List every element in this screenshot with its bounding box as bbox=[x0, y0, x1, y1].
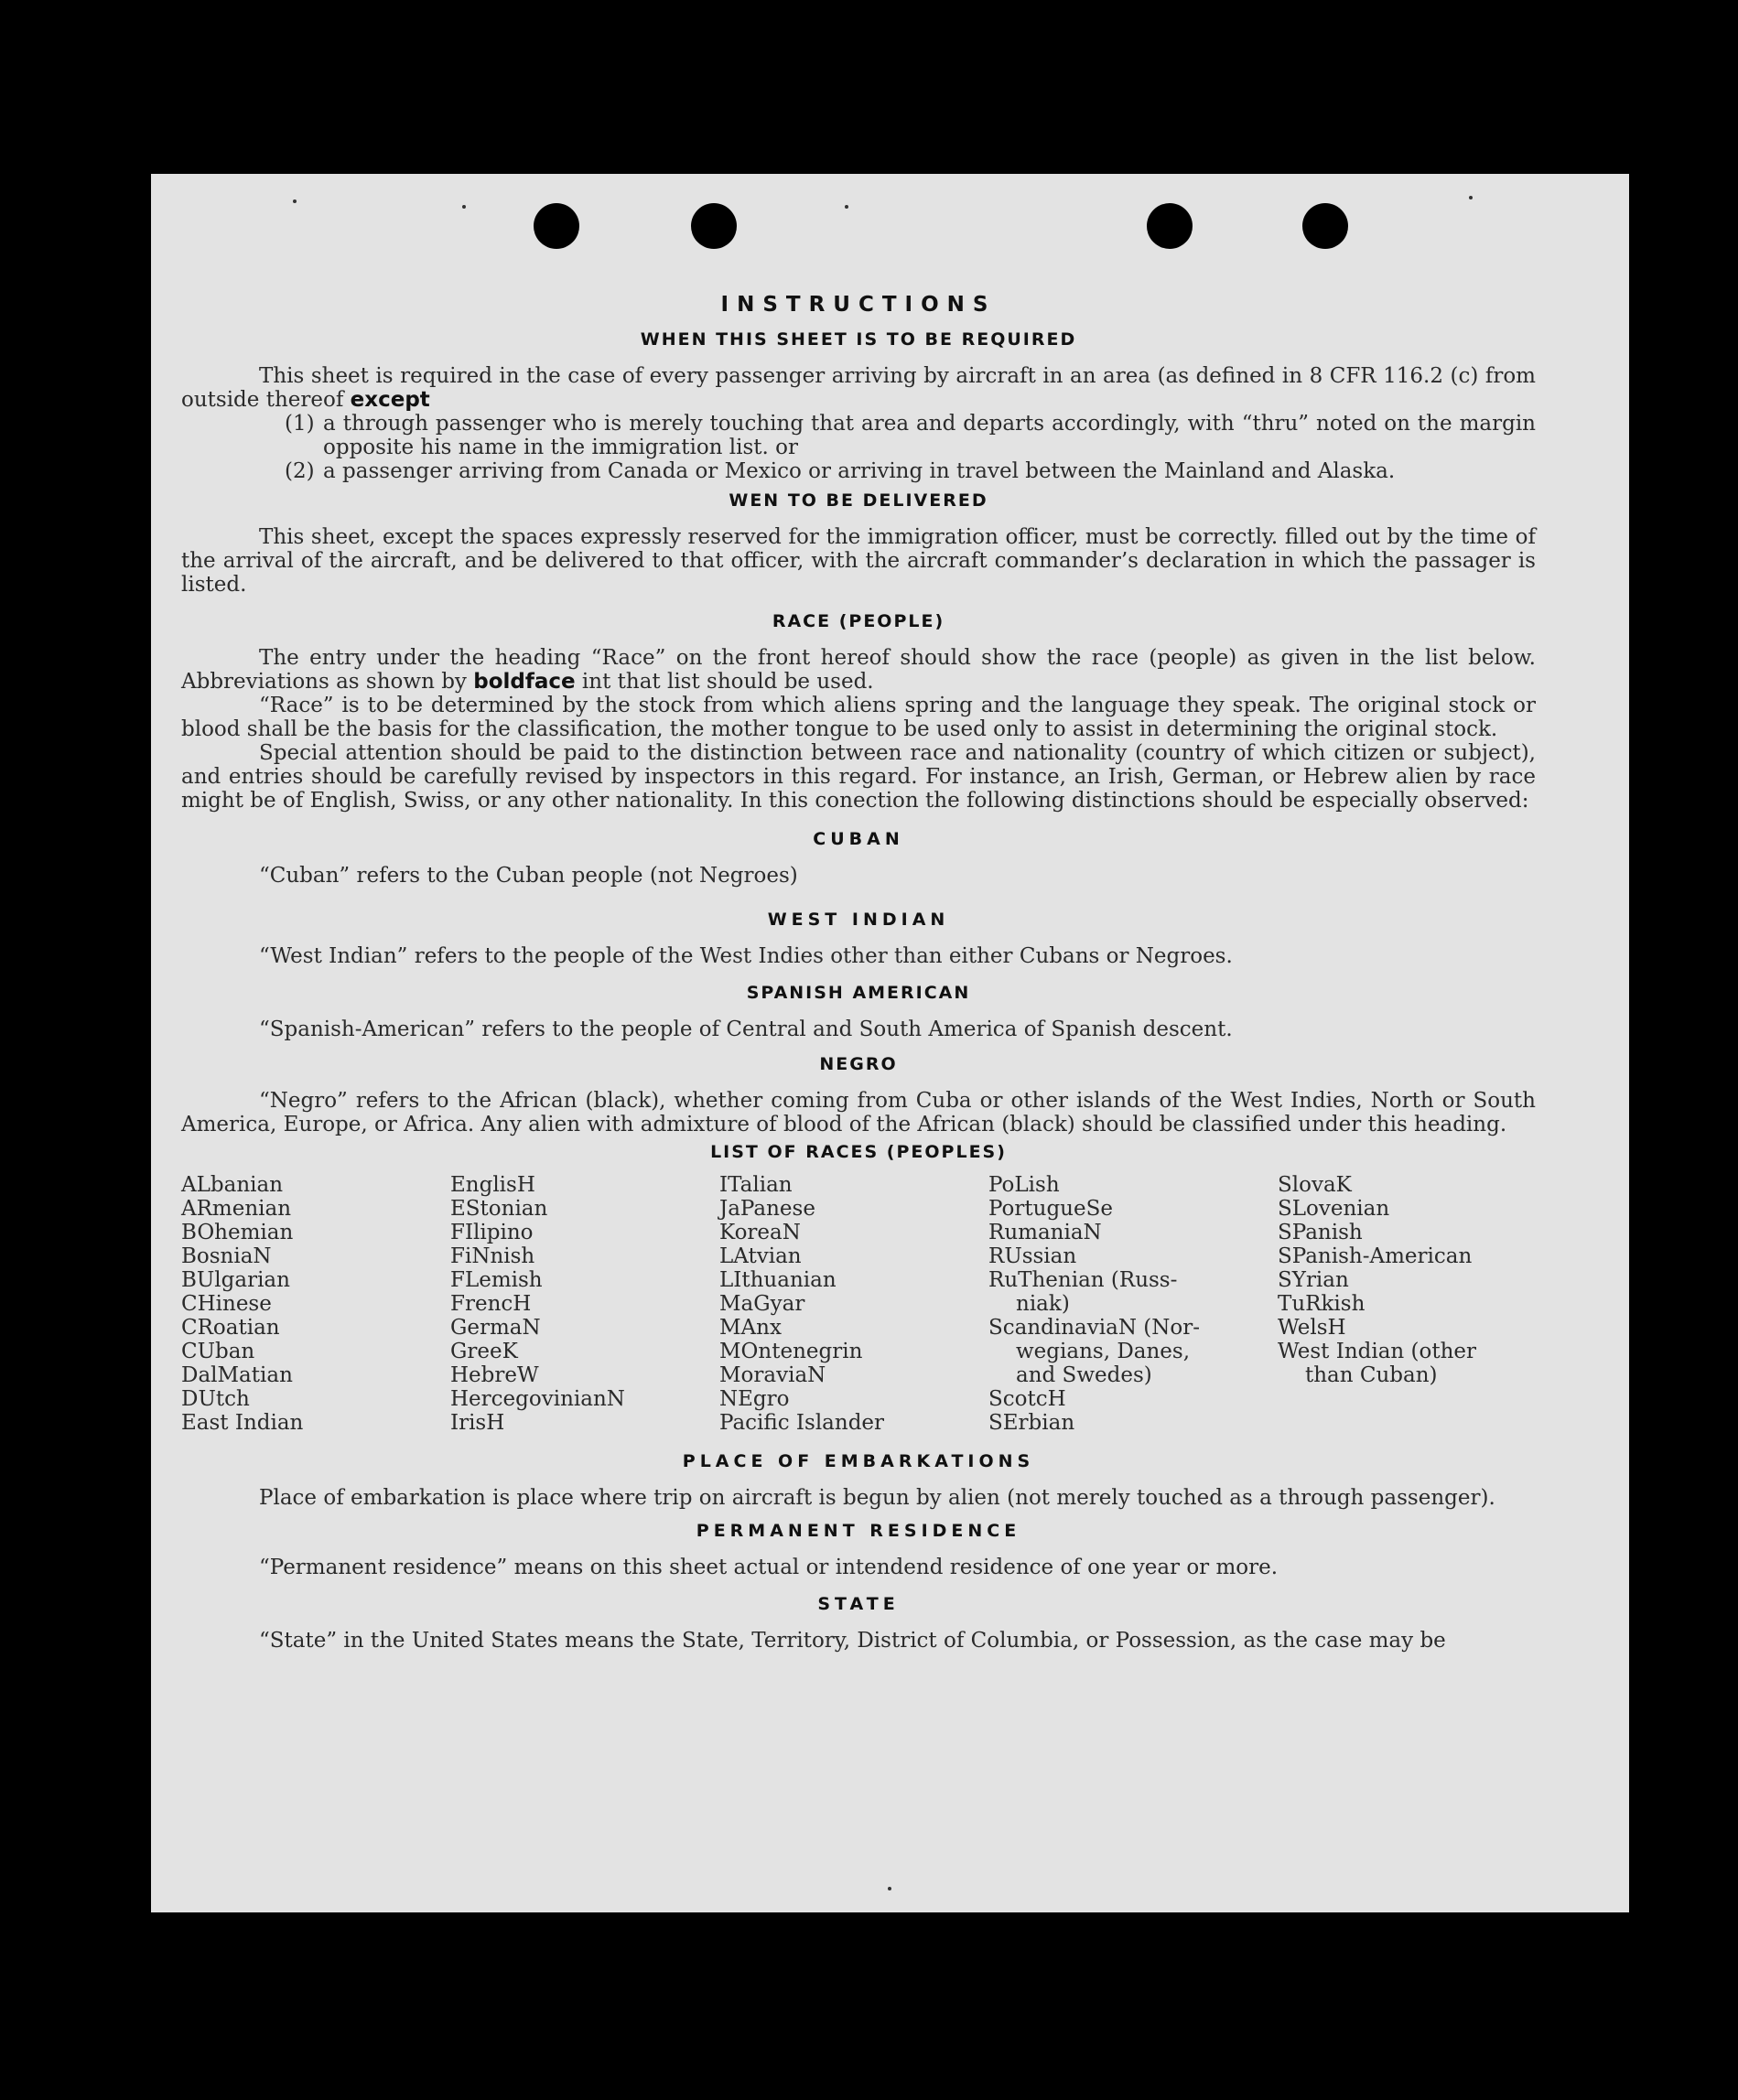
race-item: RUssian bbox=[988, 1244, 1077, 1268]
race-item: ARmenian bbox=[181, 1197, 292, 1221]
punch-hole bbox=[1302, 203, 1348, 249]
race-item: FLemish bbox=[450, 1268, 543, 1292]
race-item: CHinese bbox=[181, 1292, 272, 1316]
speck bbox=[1469, 196, 1473, 199]
race-item: CUban bbox=[181, 1340, 255, 1363]
state-text: “State” in the United States means the State, Territory, District of Columbia, or Possession, as the case may be bbox=[259, 1629, 1446, 1653]
race-paragraph-2: “Race” is to be determined by the stock from which aliens spring and the language they speak. The original stock or blood shall be the basis for the classification, the mother tongue to be used only to assist in determining the original stock. bbox=[181, 694, 1536, 741]
race-item: FIlipino bbox=[450, 1221, 534, 1244]
race-item: NEgro bbox=[719, 1387, 790, 1411]
race-item: CRoatian bbox=[181, 1316, 280, 1340]
race-item: ScandinaviaN (Nor- bbox=[988, 1316, 1200, 1340]
race-item: HercegovinianN bbox=[450, 1387, 625, 1411]
race-item: TuRkish bbox=[1278, 1292, 1366, 1316]
race-item: EStonian bbox=[450, 1197, 548, 1221]
race-item: ALbanian bbox=[181, 1173, 284, 1197]
race-item: DalMatian bbox=[181, 1363, 293, 1387]
races-column-2 bbox=[450, 1173, 719, 1435]
heading-delivered: WEN TO BE DELIVERED bbox=[729, 490, 988, 511]
heading-race: RACE (PEOPLE) bbox=[772, 611, 945, 631]
race-item: SlovaK bbox=[1278, 1173, 1352, 1197]
race-item: BosniaN bbox=[181, 1244, 272, 1268]
race-item: East Indian bbox=[181, 1411, 304, 1435]
races-column-4 bbox=[988, 1173, 1278, 1435]
heading-cuban: CUBAN bbox=[813, 829, 904, 849]
required-item-2: (2) a passenger arriving from Canada or Mexico or arriving in travel between the Mainland and Alaska. bbox=[285, 459, 1396, 483]
except-bold: except bbox=[350, 388, 430, 412]
race-item: niak) bbox=[1016, 1292, 1070, 1316]
race-item: FrencH bbox=[450, 1292, 532, 1316]
race-paragraph-1: The entry under the heading “Race” on the front hereof should show the race (people) as given in the list below. Abbreviations as shown by boldface int that list should be used. bbox=[181, 646, 1536, 694]
race-item: SYrian bbox=[1278, 1268, 1349, 1292]
race-item: GermaN bbox=[450, 1316, 541, 1340]
race-item: PortugueSe bbox=[988, 1197, 1113, 1221]
punch-hole bbox=[691, 203, 737, 249]
race-item: SPanish-American bbox=[1278, 1244, 1473, 1268]
heading-west-indian: WEST INDIAN bbox=[767, 910, 950, 930]
races-list bbox=[181, 1173, 1536, 1435]
punch-hole bbox=[534, 203, 579, 249]
delivered-text: This sheet, except the spaces expressly reserved for the immigration officer, must be correctly. filled out by the time of the arrival of the aircraft, and be delivered to that officer, with the aircraft commander’s declaration in which the passager is listed. bbox=[181, 525, 1536, 597]
required-intro: This sheet is required in the case of every passenger arriving by aircraft in an area (as defined in 8 CFR 116.2 (c) from outside thereof except bbox=[181, 364, 1536, 412]
race-item: wegians, Danes, bbox=[1016, 1340, 1191, 1363]
race-item: LAtvian bbox=[719, 1244, 802, 1268]
instruction-sheet bbox=[151, 174, 1629, 1912]
race-item: Pacific Islander bbox=[719, 1411, 885, 1435]
race-item: MoraviaN bbox=[719, 1363, 826, 1387]
punch-hole bbox=[1147, 203, 1193, 249]
race-item: MAnx bbox=[719, 1316, 782, 1340]
speck bbox=[888, 1887, 891, 1890]
instructions-body bbox=[181, 293, 1536, 1653]
speck bbox=[462, 205, 466, 209]
race-item: WelsH bbox=[1278, 1316, 1346, 1340]
page-title: INSTRUCTIONS bbox=[720, 293, 997, 317]
race-item: LIthuanian bbox=[719, 1268, 837, 1292]
race-item: BUlgarian bbox=[181, 1268, 290, 1292]
spanish-american-text: “Spanish-American” refers to the people of Central and South America of Spanish descent. bbox=[259, 1018, 1233, 1041]
heading-required: WHEN THIS SHEET IS TO BE REQUIRED bbox=[640, 329, 1077, 350]
race-item: DUtch bbox=[181, 1387, 250, 1411]
race-item: JaPanese bbox=[719, 1197, 815, 1221]
heading-embarkation: PLACE OF EMBARKATIONS bbox=[682, 1451, 1035, 1471]
race-item: GreeK bbox=[450, 1340, 518, 1363]
race-item: ITalian bbox=[719, 1173, 793, 1197]
race-paragraph-3: Special attention should be paid to the distinction between race and nationality (country of which citizen or subject), and entries should be carefully revised by inspectors in this regard. For instance, an Irish, German, or Hebrew alien by race might be of English, Swiss, or any other nationality. In this conection the following distinctions should be especially observed: bbox=[181, 741, 1536, 813]
race-item: SErbian bbox=[988, 1411, 1075, 1435]
heading-state: STATE bbox=[817, 1594, 900, 1614]
race-item: RuThenian (Russ- bbox=[988, 1268, 1178, 1292]
heading-spanish-american: SPANISH AMERICAN bbox=[746, 983, 971, 1003]
race-item: PoLish bbox=[988, 1173, 1060, 1197]
race-item: MaGyar bbox=[719, 1292, 805, 1316]
race-item: FiNnish bbox=[450, 1244, 535, 1268]
speck bbox=[293, 199, 297, 203]
heading-negro: NEGRO bbox=[819, 1054, 898, 1074]
races-column-5 bbox=[1278, 1173, 1536, 1435]
cuban-text: “Cuban” refers to the Cuban people (not Negroes) bbox=[259, 864, 798, 888]
races-column-1 bbox=[181, 1173, 450, 1435]
races-column-3 bbox=[719, 1173, 988, 1435]
heading-list-of-races: LIST OF RACES (PEOPLES) bbox=[710, 1142, 1007, 1162]
race-item: SPanish bbox=[1278, 1221, 1363, 1244]
race-item: and Swedes) bbox=[1016, 1363, 1152, 1387]
race-item: IrisH bbox=[450, 1411, 505, 1435]
race-item: West Indian (other bbox=[1278, 1340, 1477, 1363]
race-item: SLovenian bbox=[1278, 1197, 1390, 1221]
race-item: BOhemian bbox=[181, 1221, 294, 1244]
negro-text: “Negro” refers to the African (black), whether coming from Cuba or other islands of the West Indies, North or South America, Europe, or Africa. Any alien with admixture of blood of the African (black) should be classified under this heading. bbox=[181, 1089, 1536, 1136]
race-item: MOntenegrin bbox=[719, 1340, 863, 1363]
race-item: HebreW bbox=[450, 1363, 539, 1387]
embarkation-text: Place of embarkation is place where trip on aircraft is begun by alien (not merely touched as a through passenger). bbox=[259, 1486, 1495, 1510]
residence-text: “Permanent residence” means on this sheet actual or intendend residence of one year or more. bbox=[259, 1556, 1279, 1579]
required-item-1: (1) a through passenger who is merely touching that area and departs accordingly, with “thru” noted on the margin opposite his name in the immigration list. or bbox=[285, 412, 1536, 459]
race-item: ScotcH bbox=[988, 1387, 1066, 1411]
race-item: RumaniaN bbox=[988, 1221, 1102, 1244]
heading-residence: PERMANENT RESIDENCE bbox=[696, 1521, 1021, 1541]
race-item: than Cuban) bbox=[1305, 1363, 1438, 1387]
west-indian-text: “West Indian” refers to the people of the West Indies other than either Cubans or Negroes. bbox=[259, 944, 1233, 968]
boldface-word: boldface bbox=[473, 670, 576, 694]
race-item: KoreaN bbox=[719, 1221, 801, 1244]
race-item: EnglisH bbox=[450, 1173, 535, 1197]
speck bbox=[845, 205, 848, 209]
